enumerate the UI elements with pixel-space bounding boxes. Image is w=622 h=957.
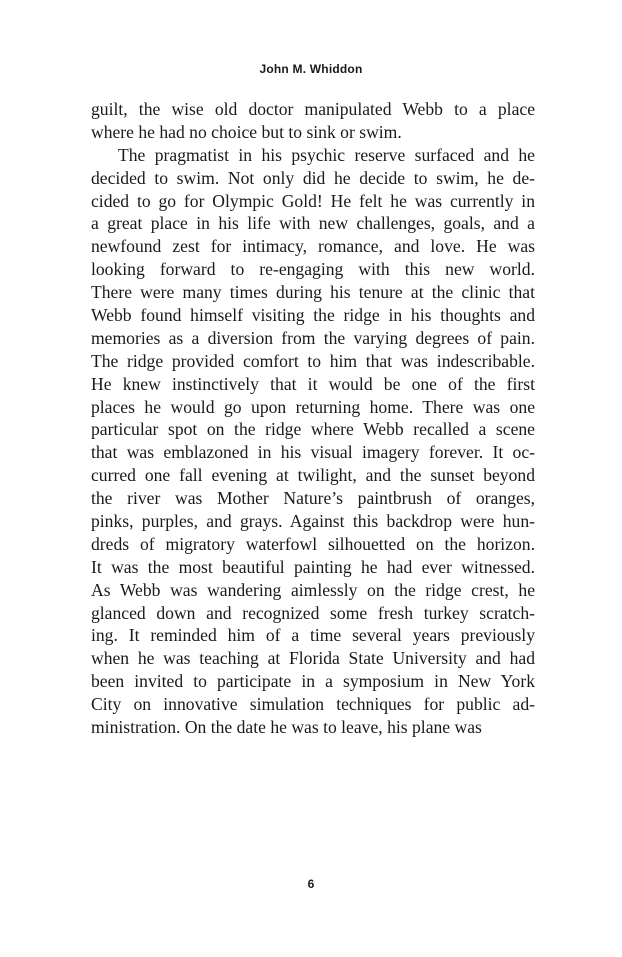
text-line: decided to swim. Not only did he decide to swim, he de- [91, 167, 535, 188]
paragraph [91, 98, 535, 144]
text-line: that was emblazoned in his visual imagery forever. It oc- [91, 442, 535, 463]
text-line: newfound zest for intimacy, romance, and love. He was [91, 236, 535, 257]
page-number: 6 [307, 877, 315, 891]
text-line: when he was teaching at Florida State University and had [91, 648, 535, 669]
text-line: guilt, the wise old doctor manipulated Webb to a place [91, 99, 535, 119]
text-line: particular spot on the ridge where Webb recalled a scene [91, 419, 535, 440]
text-line: been invited to participate in a symposium in New York [91, 671, 535, 692]
text-line: ministration. On the date he was to leave, his plane was [91, 717, 482, 738]
text-line: curred one fall evening at twilight, and the sunset beyond [91, 465, 535, 486]
text-line: City on innovative simulation techniques for public ad- [91, 694, 535, 715]
text-line: glanced down and recognized some fresh turkey scratch- [91, 602, 535, 623]
text-line: where he had no choice but to sink or swim. [91, 121, 402, 142]
text-line: places he would go upon returning home. There was one [91, 396, 535, 417]
body-text [91, 98, 535, 739]
paragraph [91, 144, 535, 739]
text-line: The ridge provided comfort to him that was indescribable. [91, 350, 535, 371]
text-line: ing. It reminded him of a time several years previously [91, 625, 535, 646]
text-line: Webb found himself visiting the ridge in his thoughts and [91, 305, 535, 326]
text-line: He knew instinctively that it would be one of the first [91, 373, 535, 394]
text-line: the river was Mother Nature’s paintbrush of oranges, [91, 488, 535, 509]
text-line: As Webb was wandering aimlessly on the ridge crest, he [91, 579, 535, 600]
text-line: pinks, purples, and grays. Against this backdrop were hun- [91, 511, 535, 532]
running-head: John M. Whiddon [259, 62, 363, 76]
text-line: It was the most beautiful painting he had ever witnessed. [91, 556, 535, 577]
text-line: cided to go for Olympic Gold! He felt he was currently in [91, 190, 535, 211]
text-line: memories as a diversion from the varying degrees of pain. [91, 327, 535, 348]
text-line: The pragmatist in his psychic reserve surfaced and he [118, 144, 535, 165]
text-line: dreds of migratory waterfowl silhouetted on the horizon. [91, 533, 535, 554]
text-line: a great place in his life with new challenges, goals, and a [91, 213, 535, 234]
text-line: There were many times during his tenure at the clinic that [91, 282, 535, 303]
text-line: looking forward to re-engaging with this new world. [91, 259, 535, 280]
